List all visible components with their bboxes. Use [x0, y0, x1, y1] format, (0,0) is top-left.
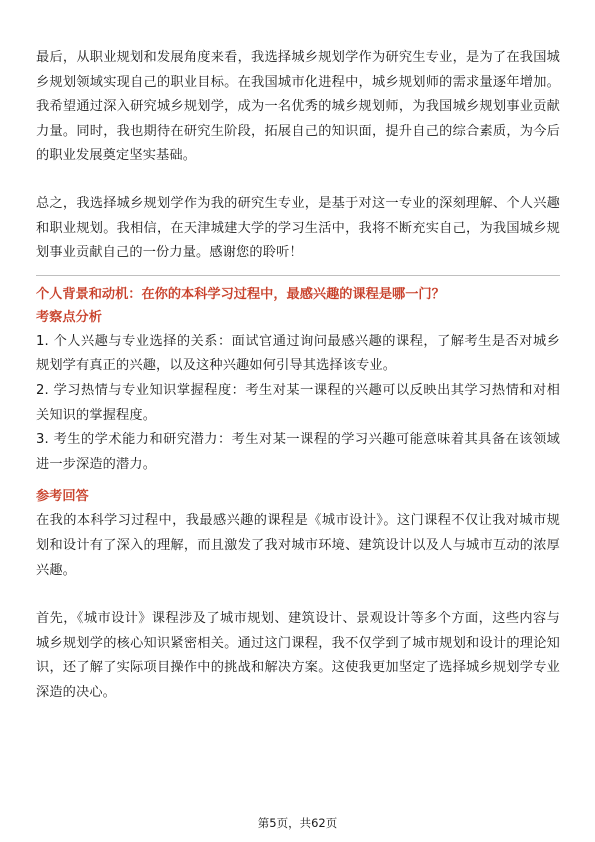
section-divider	[36, 275, 560, 276]
analysis-item-3: 3. 考生的学术能力和研究潜力：考生对某一课程的学习兴趣可能意味着其具备在该领域进一步深造的潜力。	[36, 432, 560, 472]
answer-paragraph-2: 首先，《城市设计》课程涉及了城市规划、建筑设计、景观设计等多个方面，这些内容与城乡规划学的核心知识紧密相关。通过这门课程，我不仅学到了城市规划和设计的理论知识，还了解了实际项目操作中的挑战和解决方案。这使我更加坚定了选择城乡规划学专业深造的决心。	[36, 611, 560, 700]
analysis-item-2: 2. 学习热情与专业知识掌握程度：考生对某一课程的兴趣可以反映出其学习热情和对相关知识的掌握程度。	[36, 382, 560, 423]
paragraph-gap	[36, 583, 560, 607]
section-gap	[36, 477, 560, 485]
analysis-item-1: 1. 个人兴趣与专业选择的关系：面试官通过询问最感兴趣的课程，了解考生是否对城乡规划学有真正的兴趣，以及这种兴趣如何引导其选择该专业。	[36, 333, 560, 374]
interview-question: 个人背景和动机：在你的本科学习过程中，最感兴趣的课程是哪一门？	[36, 286, 445, 302]
paragraph-career-plan: 最后，从职业规划和发展角度来看，我选择城乡规划学作为研究生专业，是为了在我国城乡规划领域实现自己的职业目标。在我国城市化进程中，城乡规划师的需求量逐年增加。我希望通过深入研究城乡规划学，成为一名优秀的城乡规划师，为我国城乡规划事业贡献力量。同时，我也期待在研究生阶段，拓展自己的知识面，提升自己的综合素质，为今后的职业发展奠定坚实基础。	[36, 50, 560, 164]
analysis-heading: 考察点分析	[36, 309, 102, 325]
page-content	[36, 46, 560, 705]
paragraph-conclusion: 总之，我选择城乡规划学作为我的研究生专业，是基于对这一专业的深刻理解、个人兴趣和职业规划。我相信，在天津城建大学的学习生活中，我将不断充实自己，为我国城乡规划事业贡献自己的一份力量。感谢您的聆听！	[36, 195, 560, 261]
paragraph-gap	[36, 169, 560, 192]
page-number-footer: 第5页，共62页	[257, 816, 338, 830]
answer-heading: 参考回答	[36, 489, 89, 505]
answer-paragraph-1: 在我的本科学习过程中，我最感兴趣的课程是《城市设计》。这门课程不仅让我对城市规划和设计有了深入的理解，而且激发了我对城市环境、建筑设计以及人与城市互动的浓厚兴趣。	[36, 513, 560, 578]
